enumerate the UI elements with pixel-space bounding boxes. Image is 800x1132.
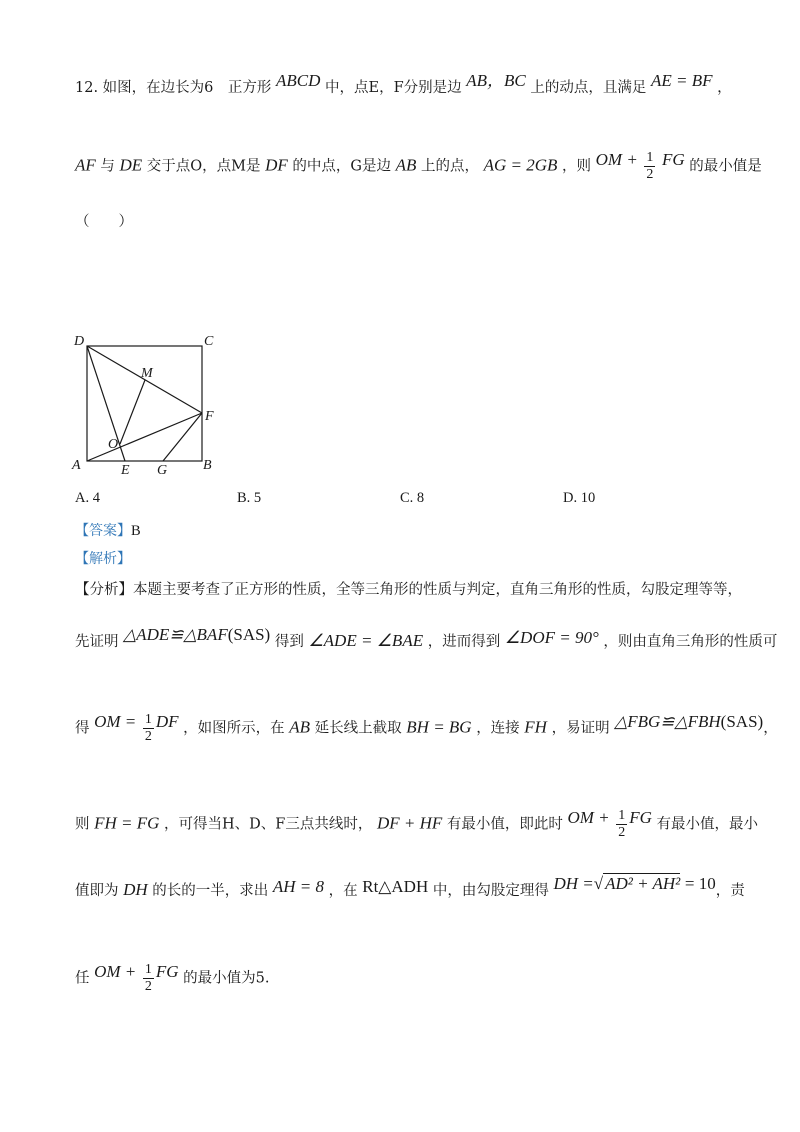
analysis-line-1: 【分析】本题主要考查了正方形的性质，全等三角形的性质与判定，直角三角形的性质，勾股定理等等， (75, 582, 742, 598)
question-number: 12. (75, 80, 99, 96)
square-outline (87, 346, 202, 461)
label-O: O (108, 437, 119, 452)
label-F: F (205, 409, 214, 424)
analysis-tag: 【解析】 (75, 551, 131, 567)
option-d[interactable]: D. 10 (563, 490, 596, 506)
label-B: B (203, 458, 212, 473)
answer-line (75, 520, 141, 540)
fraction: $\frac{1}{2}$ (646, 150, 654, 182)
option-b[interactable]: B. 5 (237, 490, 262, 506)
label-M: M (141, 366, 153, 381)
option-c[interactable]: C. 8 (400, 490, 425, 506)
analysis-tag-line (75, 548, 131, 568)
question-line-3: （ ） (75, 214, 133, 230)
label-E: E (121, 463, 130, 478)
answer-value: B (131, 523, 141, 539)
analysis-line-5: 值即为 DH 的长的一半，求出 AH = 8 ，在 Rt△ADH 中，由勾股定理得 DH =√ AD² + AH² = 10，责 (75, 874, 745, 899)
segment-OM (120, 380, 145, 444)
segment-AF (87, 413, 202, 461)
answer-tag: 【答案】 (75, 523, 131, 539)
question-line-2: AF 与 DE 交于点O，点M是 DF 的中点，G是边 AB 上的点， AG = 2GB ，则 OM + $\frac{1}{2}$ FG 的最小值是 (75, 149, 762, 182)
segment-DE (87, 346, 125, 461)
segment-DF (87, 346, 202, 413)
square-name: ABCD (276, 71, 321, 90)
label-G: G (157, 463, 168, 478)
label-A: A (72, 458, 81, 473)
analysis-line-2: 先证明 △ADE≌△BAF(SAS) 得到 ∠ADE = ∠BAE ，进而得到 ∠DOF = 90° ，则由直角三角形的性质可 (75, 625, 778, 650)
question-line-1: 12. 如图，在边长为6 正方形 ABCD 中，点E，F分别是边 AB，BC 上的动点，且满足 AE = BF ， (75, 71, 732, 96)
segment-FG (163, 413, 202, 461)
analysis-line-4: 则 FH = FG ，可得当H、D、F三点共线时， DF + HF 有最小值，即此时 OM + $\frac{1}{2}$ FG 有最小值，最小 (75, 807, 759, 840)
label-D: D (74, 334, 85, 349)
analysis-line-3: 得 OM = $\frac{1}{2}$ DF ，如图所示，在 AB 延长线上截取 BH = BG ，连接 FH ，易证明 △FBG≌△FBH(SAS)， (75, 711, 778, 744)
option-a[interactable]: A. 4 (75, 490, 100, 506)
analysis-line-6: 任 OM + $\frac{1}{2}$ FG 的最小值为5. (75, 961, 270, 994)
label-C: C (204, 334, 214, 349)
